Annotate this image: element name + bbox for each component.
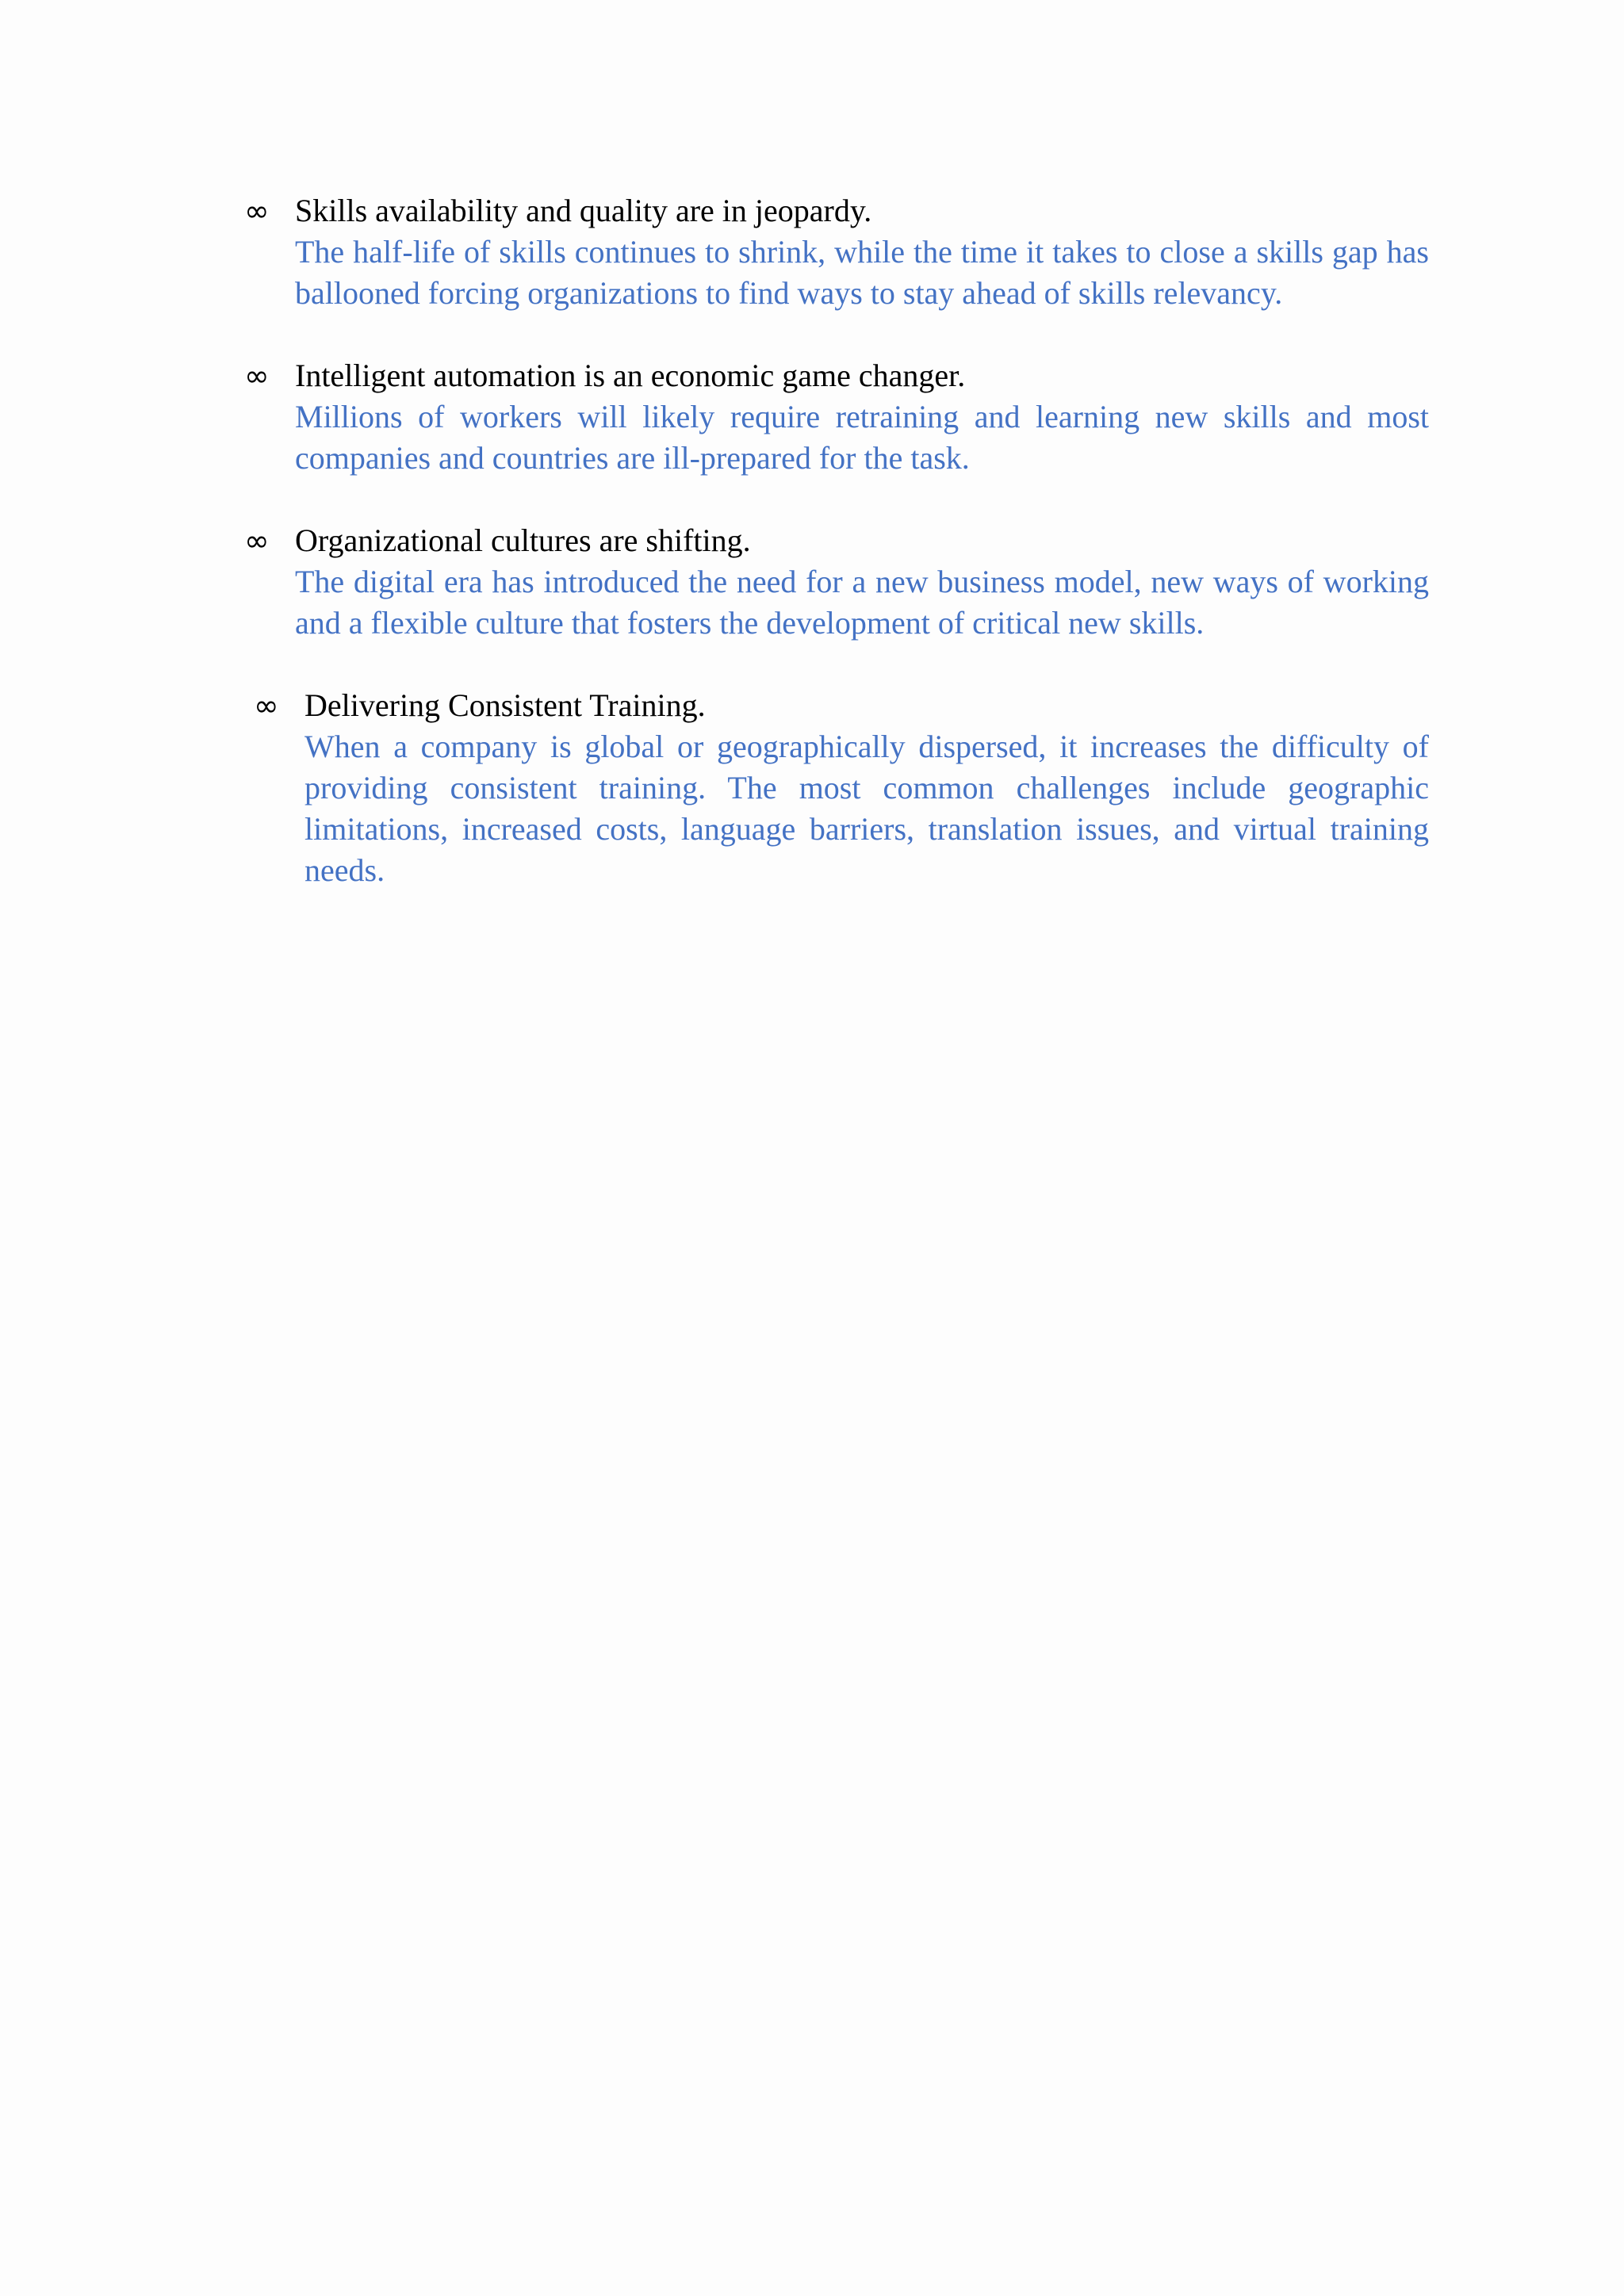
list-item: [238, 190, 1429, 314]
item-description: Millions of workers will likely require retraining and learning new skills and most companies and countries are ill-prepared for the task.: [295, 399, 1429, 476]
infinity-bullet-icon: ∞: [254, 688, 279, 723]
list-item: [238, 685, 1429, 891]
item-description: When a company is global or geographically dispersed, it increases the difficulty of providing consistent training. The most common challenges include geographic limitations, increased costs, language barriers, translation issues, and virtual training needs.: [304, 729, 1429, 888]
list-item: [238, 520, 1429, 644]
infinity-bullet-icon: ∞: [244, 193, 270, 228]
item-heading: Delivering Consistent Training.: [304, 687, 706, 723]
item-heading: Intelligent automation is an economic game changer.: [295, 358, 966, 393]
item-heading: Skills availability and quality are in jeopardy.: [295, 193, 872, 228]
infinity-bullet-icon: ∞: [244, 358, 270, 393]
bullet-list: [238, 190, 1429, 932]
list-item: [238, 355, 1429, 479]
item-description: The digital era has introduced the need for a new business model, new ways of working and a flexible culture that fosters the development of critical new skills.: [295, 564, 1429, 641]
infinity-bullet-icon: ∞: [244, 523, 270, 558]
item-heading: Organizational cultures are shifting.: [295, 522, 751, 558]
item-description: The half-life of skills continues to shrink, while the time it takes to close a skills gap has ballooned forcing organizations to find ways to stay ahead of skills relevancy.: [295, 234, 1429, 311]
